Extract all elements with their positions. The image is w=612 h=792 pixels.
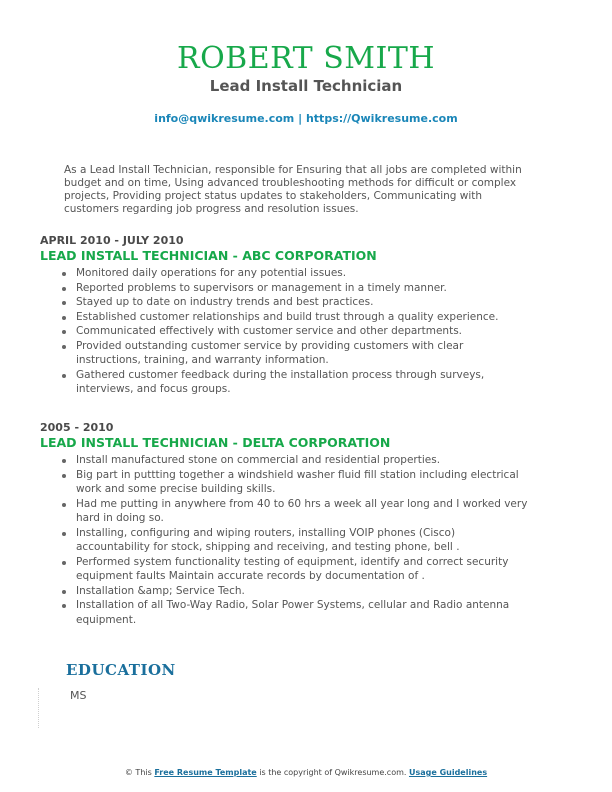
- usage-guidelines-link[interactable]: Usage Guidelines: [408, 768, 488, 777]
- footer-middle: is the copyright of Qwikresume.com.: [256, 768, 409, 777]
- contact-line: [0, 112, 612, 125]
- list-item: Performed system functionality testing of equipment, identify and correct security equipment faults Maintain accurate records by documentation of .: [76, 555, 530, 584]
- footer-prefix: © This: [124, 768, 155, 777]
- list-item: Gathered customer feedback during the installation process through surveys, interviews, and focus groups.: [76, 368, 530, 397]
- website-link[interactable]: https://Qwikresume.com: [305, 112, 458, 125]
- experience-entry-1: [40, 234, 530, 397]
- contact-separator: |: [294, 112, 306, 125]
- education-degree: MS: [70, 689, 87, 702]
- experience-entry-2: [40, 421, 530, 627]
- footer-copyright: [0, 768, 612, 777]
- list-item: Had me putting in anywhere from 40 to 60 hrs a week all year long and I worked very hard in doing so.: [76, 497, 530, 526]
- list-item: Established customer relationships and build trust through a quality experience.: [76, 310, 530, 325]
- list-item: Monitored daily operations for any potential issues.: [76, 266, 530, 281]
- list-item: Installation of all Two-Way Radio, Solar Power Systems, cellular and Radio antenna equipment.: [76, 598, 530, 627]
- list-item: Provided outstanding customer service by providing customers with clear instructions, training, and warranty information.: [76, 339, 530, 368]
- job-title-headline: Lead Install Technician: [209, 77, 403, 95]
- list-item: Install manufactured stone on commercial and residential properties.: [76, 453, 530, 468]
- list-item: Installation &amp; Service Tech.: [76, 584, 530, 599]
- list-item: Big part in puttting together a windshield washer fluid fill station including electrical work and some precise building skills.: [76, 468, 530, 497]
- job-dates: 2005 - 2010: [40, 421, 114, 434]
- job-dates: APRIL 2010 - JULY 2010: [40, 234, 184, 247]
- list-item: Stayed up to date on industry trends and best practices.: [76, 295, 530, 310]
- email-link[interactable]: info@qwikresume.com: [154, 112, 295, 125]
- education-heading: EDUCATION: [66, 661, 176, 679]
- list-item: Reported problems to supervisors or management in a timely manner.: [76, 281, 530, 296]
- job-bullets: [40, 266, 530, 397]
- job-heading: LEAD INSTALL TECHNICIAN - ABC CORPORATION: [40, 248, 377, 263]
- education-divider: [38, 688, 39, 728]
- job-bullets: [40, 453, 530, 627]
- candidate-name: ROBERT SMITH: [176, 41, 436, 76]
- list-item: Installing, configuring and wiping routers, installing VOIP phones (Cisco) accountability for stock, shipping and receiving, and testing phone, bell .: [76, 526, 530, 555]
- job-heading: LEAD INSTALL TECHNICIAN - DELTA CORPORATION: [40, 435, 391, 450]
- list-item: Communicated effectively with customer service and other departments.: [76, 324, 530, 339]
- free-resume-template-link[interactable]: Free Resume Template: [154, 768, 257, 777]
- profile-summary: As a Lead Install Technician, responsible for Ensuring that all jobs are completed within budget and on time, Using advanced troubleshooting methods for difficult or complex projects, Providing project status updates to stakeholders, Communicating with customers regarding job progress and resolution issues.: [64, 164, 522, 215]
